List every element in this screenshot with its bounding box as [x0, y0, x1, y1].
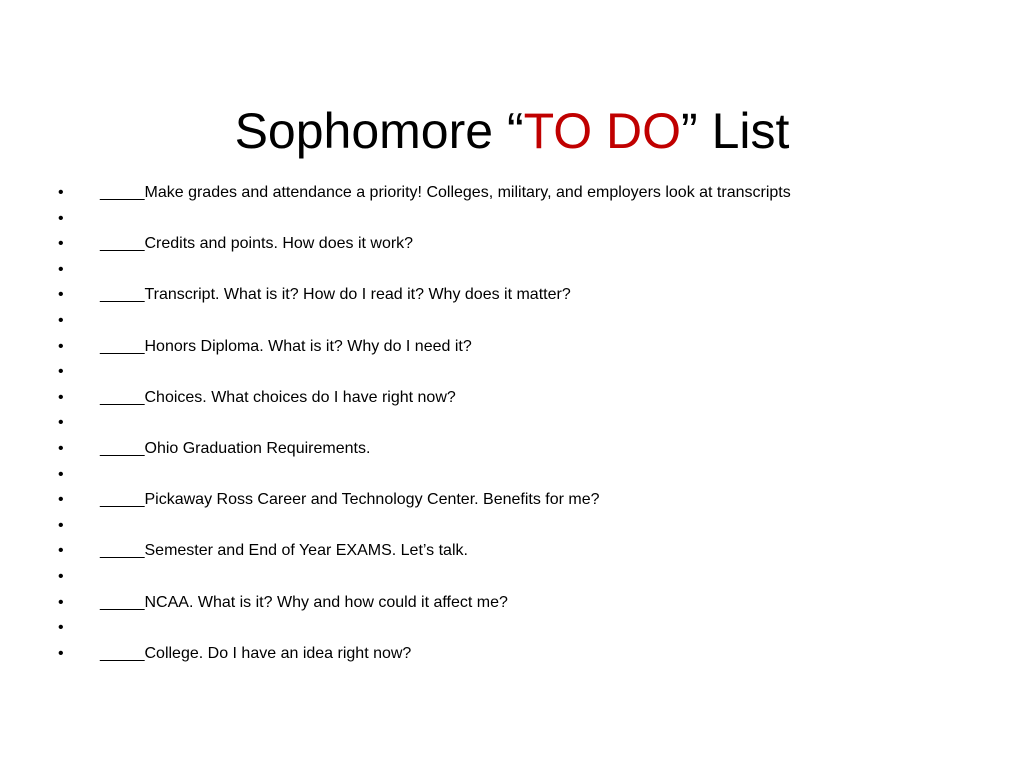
list-item [58, 334, 998, 360]
bullet-icon: • [58, 311, 64, 329]
list-item [58, 206, 998, 232]
bullet-icon: • [58, 388, 64, 406]
title-accent: TO DO [523, 102, 682, 159]
bullet-icon: • [58, 260, 64, 278]
bullet-icon: • [58, 593, 64, 611]
list-item-text: _____Ohio Graduation Requirements. [100, 439, 371, 457]
bullet-icon: • [58, 414, 64, 432]
list-item [58, 180, 998, 206]
list-item-text: _____Pickaway Ross Career and Technology Center. Benefits for me? [100, 491, 600, 509]
bullet-icon: • [58, 619, 64, 637]
list-item [58, 590, 998, 616]
list-item [58, 462, 998, 488]
list-item [58, 385, 998, 411]
list-item [58, 641, 998, 667]
title-suffix: ” List [681, 102, 790, 159]
bullet-icon: • [58, 439, 64, 457]
list-item [58, 487, 998, 513]
list-item [58, 308, 998, 334]
list-item [58, 282, 998, 308]
bullet-icon: • [58, 516, 64, 534]
list-item [58, 359, 998, 385]
list-item-text: _____Transcript. What is it? How do I read it? Why does it matter? [100, 286, 571, 304]
bullet-icon: • [58, 235, 64, 253]
bullet-icon: • [58, 337, 64, 355]
bullet-icon: • [58, 209, 64, 227]
list-item-text: _____Credits and points. How does it work? [100, 235, 414, 253]
bullet-icon: • [58, 567, 64, 585]
bullet-icon: • [58, 363, 64, 381]
bullet-icon: • [58, 644, 64, 662]
bullet-icon: • [58, 465, 64, 483]
list-item-text: _____College. Do I have an idea right now? [100, 644, 412, 662]
list-item-text: _____Make grades and attendance a priority! Colleges, military, and employers look at transcripts [100, 184, 791, 201]
list-item [58, 513, 998, 539]
list-item-text: _____NCAA. What is it? Why and how could it affect me? [100, 593, 508, 611]
list-item [58, 615, 998, 641]
slide-title [0, 96, 1024, 166]
list-item [58, 410, 998, 436]
bullet-icon: • [58, 286, 64, 304]
list-item-text: _____Choices. What choices do I have right now? [100, 388, 456, 406]
list-item [58, 231, 998, 257]
list-item-text: _____Honors Diploma. What is it? Why do I need it? [100, 337, 472, 355]
bullet-icon: • [58, 184, 64, 201]
bullet-icon: • [58, 542, 64, 560]
list-item [58, 436, 998, 462]
list-item [58, 257, 998, 283]
list-item-text: _____Semester and End of Year EXAMS. Let’s talk. [100, 542, 468, 560]
bullet-icon: • [58, 491, 64, 509]
list-item [58, 538, 998, 564]
todo-list [58, 180, 998, 666]
list-item [58, 564, 998, 590]
title-prefix: Sophomore “ [234, 102, 524, 159]
